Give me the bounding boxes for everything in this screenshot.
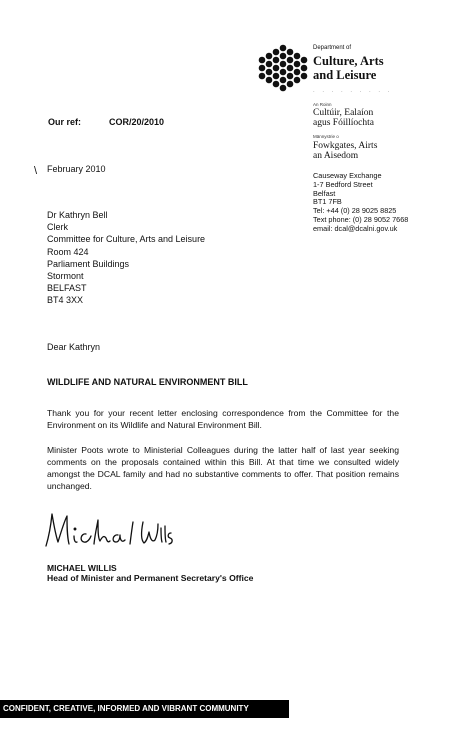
body-paragraph-1: Thank you for your recent letter enclosing correspondence from the Committee for the Environment on its Wildlife and Natural Environment Bill. bbox=[47, 408, 399, 430]
letterhead-dots: . . . . . . . . . bbox=[313, 88, 393, 94]
recipient-line6: Stormont bbox=[47, 271, 84, 282]
subject-heading: WILDLIFE AND NATURAL ENVIRONMENT BILL bbox=[47, 377, 248, 387]
sender-address bbox=[313, 172, 453, 234]
recipient-address bbox=[47, 209, 205, 307]
footer-slogan: CONFIDENT, CREATIVE, INFORMED AND VIBRANT COMMUNITY bbox=[0, 700, 289, 718]
handwritten-signature bbox=[40, 508, 175, 556]
irish-line1: Cultúir, Ealaíon bbox=[313, 108, 374, 118]
signatory-title: Head of Minister and Permanent Secretary's Office bbox=[47, 573, 254, 583]
signatory-name: MICHAEL WILLIS bbox=[47, 563, 117, 573]
recipient-line8: BT4 3XX bbox=[47, 295, 84, 306]
address-line4: BT1 7FB bbox=[313, 197, 342, 207]
recipient-line1: Dr Kathryn Bell bbox=[47, 210, 108, 220]
recipient-line2: Clerk bbox=[47, 222, 69, 233]
recipient-line3: Committee for Culture, Arts and Leisure bbox=[47, 234, 206, 245]
address-tel: Tel: +44 (0) 28 9025 8825 bbox=[313, 206, 397, 216]
reference-label: Our ref: bbox=[48, 117, 82, 127]
dcal-logo bbox=[255, 42, 311, 94]
letter-date: February 2010 bbox=[47, 164, 106, 174]
irish-prefix: An Roinn bbox=[313, 102, 332, 107]
irish-line2: agus Fóillíochta bbox=[313, 118, 374, 128]
ulster-name bbox=[313, 141, 423, 161]
address-email: email: dcal@dcalni.gov.uk bbox=[313, 223, 398, 233]
ulster-prefix: Männystrie o bbox=[313, 134, 339, 139]
dept-name-line2: and Leisure bbox=[313, 68, 377, 82]
recipient-line4: Room 424 bbox=[47, 246, 89, 257]
ulster-line1: Fowkgates, Airts bbox=[313, 141, 378, 151]
address-line2: 1-7 Bedford Street bbox=[313, 179, 373, 189]
salutation: Dear Kathryn bbox=[47, 342, 101, 352]
address-textphone: Text phone: (0) 28 9052 7668 bbox=[313, 214, 409, 224]
address-line1: Causeway Exchange bbox=[313, 171, 382, 180]
dept-name-line1: Culture, Arts bbox=[313, 54, 384, 68]
reference-value: COR/20/2010 bbox=[109, 117, 165, 127]
date-day-mark: \ bbox=[34, 165, 38, 177]
dept-name bbox=[313, 54, 403, 82]
recipient-line7: BELFAST bbox=[47, 283, 87, 294]
ulster-line2: an Aisedom bbox=[313, 151, 359, 161]
address-line3: Belfast bbox=[313, 188, 336, 198]
body-paragraph-2: Minister Poots wrote to Ministerial Colleagues during the latter half of last year seeking comments on the proposals contained within this Bill. At that time we consulted widely amongst the DCAL family and had no substantive comments to offer. That position remains unchanged. bbox=[47, 445, 399, 491]
irish-name bbox=[313, 108, 423, 128]
dept-prefix: Department of bbox=[313, 45, 352, 51]
recipient-line5: Parliament Buildings bbox=[47, 258, 130, 269]
